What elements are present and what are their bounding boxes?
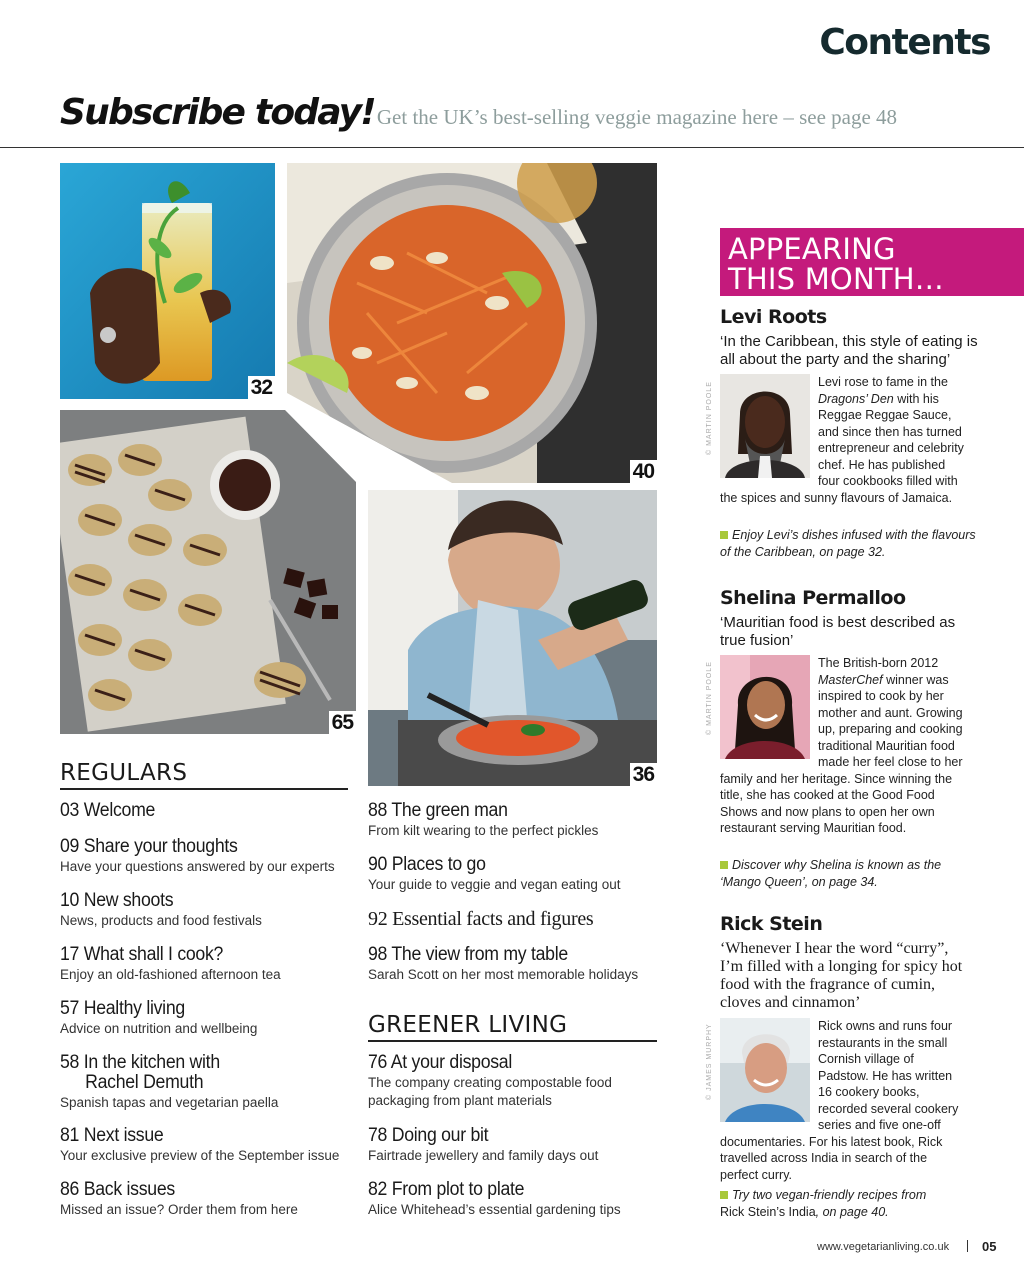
entry-title: 17 What shall I cook? (60, 944, 224, 965)
bio-text: Levi rose to fame in the (818, 375, 948, 389)
appearing-heading-line1: APPEARING (728, 232, 896, 266)
appearing-banner (720, 228, 1024, 296)
appearing-heading-line2: THIS MONTH… (728, 262, 944, 296)
bio-text: The British-born 2012 (818, 656, 939, 670)
entry-description: Enjoy an old-fashioned afternoon tea (60, 967, 281, 982)
bullet-square-icon (720, 1191, 728, 1199)
header-divider (0, 147, 1024, 148)
entry-title: 09 Share your thoughts (60, 836, 238, 857)
entry-title: 57 Healthy living (60, 998, 185, 1019)
entry-description: Fairtrade jewellery and family days out (368, 1148, 599, 1163)
bio-emphasis: MasterChef (818, 672, 883, 687)
entry-title: 90 Places to go (368, 854, 486, 875)
list-item[interactable] (368, 1180, 621, 1219)
entry-title: 92 Essential facts and figures (368, 908, 594, 930)
entry-title-line2: Rachel Demuth (85, 1072, 204, 1093)
list-item[interactable] (60, 945, 281, 984)
person-name: Levi Roots (720, 306, 827, 328)
regulars-heading: REGULARS (60, 758, 348, 790)
greener-living-heading: GREENER LIVING (368, 1010, 657, 1042)
avatar (720, 374, 810, 478)
list-item[interactable] (60, 1180, 298, 1219)
page-number-badge: 36 (630, 763, 657, 786)
bullet-square-icon (720, 861, 728, 869)
person-bio (720, 1018, 968, 1183)
person-quote: ‘Mauritian food is best described as true fusion’ (720, 614, 956, 649)
page-number-badge: 32 (248, 376, 275, 399)
tip-text: Enjoy Levi’s dishes infused with the flavours of the Caribbean, on page 32. (720, 528, 976, 559)
entry-description: The company creating compostable food (368, 1075, 612, 1090)
subscribe-tagline: Get the UK’s best-selling veggie magazine here – see page 48 (376, 105, 898, 129)
cookies-image (60, 410, 356, 734)
person-quote: ‘In the Caribbean, this style of eating is all about the party and the sharing’ (720, 333, 978, 368)
tip-text: Discover why Shelina is known as the ‘Mango Queen’, on page 34. (720, 858, 942, 889)
entry-description: Alice Whitehead’s essential gardening tips (368, 1202, 621, 1217)
person-name: Shelina Permalloo (720, 587, 906, 609)
page-reference-tip[interactable] (720, 857, 980, 890)
list-item[interactable] (60, 1053, 278, 1112)
bio-emphasis: Dragons’ Den (818, 391, 894, 406)
page-reference-tip[interactable] (720, 527, 980, 560)
entry-description: From kilt wearing to the perfect pickles (368, 823, 599, 838)
subscribe-heading: Subscribe today! (60, 92, 375, 133)
bio-text: Rick owns and runs four restaurants in the small Cornish village of Padstow. He has written 16 cookery books, recorded several cookery series and five one-off documentaries. For his latest book, Rick travelled across India in search of the perfect curry. (720, 1019, 959, 1182)
page-number: 05 (982, 1239, 997, 1254)
entry-description: Have your questions answered by our experts (60, 859, 335, 874)
photo-credit: © MARTIN POOLE (706, 661, 713, 735)
entry-title: 82 From plot to plate (368, 1179, 525, 1200)
entry-description: Missed an issue? Order them from here (60, 1202, 298, 1217)
entry-title: 76 At your disposal (368, 1052, 513, 1073)
avatar (720, 1018, 810, 1122)
list-item[interactable] (60, 837, 335, 876)
photo-credit: © JAMES MURPHY (706, 1023, 713, 1100)
entry-title: 58 In the kitchen with (60, 1052, 220, 1073)
entry-title: 10 New shoots (60, 890, 174, 911)
photo-credit: © MARTIN POOLE (706, 381, 713, 455)
entry-title: 88 The green man (368, 800, 508, 821)
person-name: Rick Stein (720, 913, 823, 935)
entry-description: Spanish tapas and vegetarian paella (60, 1095, 279, 1110)
entry-description: Sarah Scott on her most memorable holidays (368, 967, 639, 982)
person-quote: ‘Whenever I hear the word “curry”, I’m filled with a longing for spicy hot food with the fragrance of cumin, cloves and cinnamon’ (720, 940, 963, 1011)
entry-description: Advice on nutrition and wellbeing (60, 1021, 258, 1036)
person-bio (720, 374, 968, 506)
entry-description-line2: packaging from plant materials (368, 1093, 552, 1108)
entry-description: News, products and food festivals (60, 913, 262, 928)
list-item[interactable] (368, 855, 620, 894)
entry-description: Your exclusive preview of the September issue (60, 1148, 340, 1163)
bullet-square-icon (720, 531, 728, 539)
avatar (720, 655, 810, 759)
footer-website-link[interactable]: www.vegetarianliving.co.uk (817, 1241, 950, 1253)
list-item[interactable] (368, 945, 638, 984)
tip-text: Try two vegan-friendly recipes from (732, 1188, 927, 1202)
tip-text-book: Rick Stein’s India (720, 1204, 816, 1219)
entry-title: 86 Back issues (60, 1179, 175, 1200)
bio-text-cont: winner was inspired to cook by her mother and aunt. Growing up, preparing and cooking traditional Mauritian food made her feel close to her family and her heritage. Since winning the title, she has cooked at the Good Food Shows and now plans to open her own restaurant serving Mauritian food. (720, 672, 963, 835)
list-item[interactable] (368, 801, 598, 840)
chef-image (368, 490, 657, 786)
photo-cookies[interactable] (60, 410, 356, 734)
bio-text-cont: with his Reggae Reggae Sauce, and since then has turned entrepreneur and celebrity chef. He has published four cookbooks filled with the spices and sunny flavours of Jamaica. (720, 391, 964, 505)
photo-chef[interactable] (368, 490, 657, 786)
list-item[interactable] (368, 1053, 612, 1110)
list-item[interactable] (60, 1126, 339, 1165)
list-item[interactable] (368, 1126, 598, 1165)
subscribe-banner[interactable] (60, 92, 897, 133)
entry-title: 03 Welcome (60, 800, 156, 821)
footer-divider (967, 1240, 968, 1252)
page-number-badge: 65 (329, 711, 356, 734)
entry-title-continued (60, 1073, 263, 1093)
list-item[interactable] (60, 801, 162, 821)
list-item[interactable] (60, 891, 262, 930)
list-item[interactable] (60, 999, 257, 1038)
entry-title: 81 Next issue (60, 1125, 164, 1146)
entry-title: 78 Doing our bit (368, 1125, 489, 1146)
photo-drink[interactable] (60, 163, 275, 399)
page-reference-tip[interactable] (720, 1187, 980, 1220)
list-item[interactable] (368, 909, 593, 929)
tip-text-end: , on page 40. (815, 1204, 889, 1219)
entry-title: 98 The view from my table (368, 944, 568, 965)
entry-description: Your guide to veggie and vegan eating out (368, 877, 621, 892)
page-number-badge: 40 (630, 460, 657, 483)
page-title: Contents (819, 22, 990, 63)
drink-image (60, 163, 275, 399)
person-bio (720, 655, 968, 837)
